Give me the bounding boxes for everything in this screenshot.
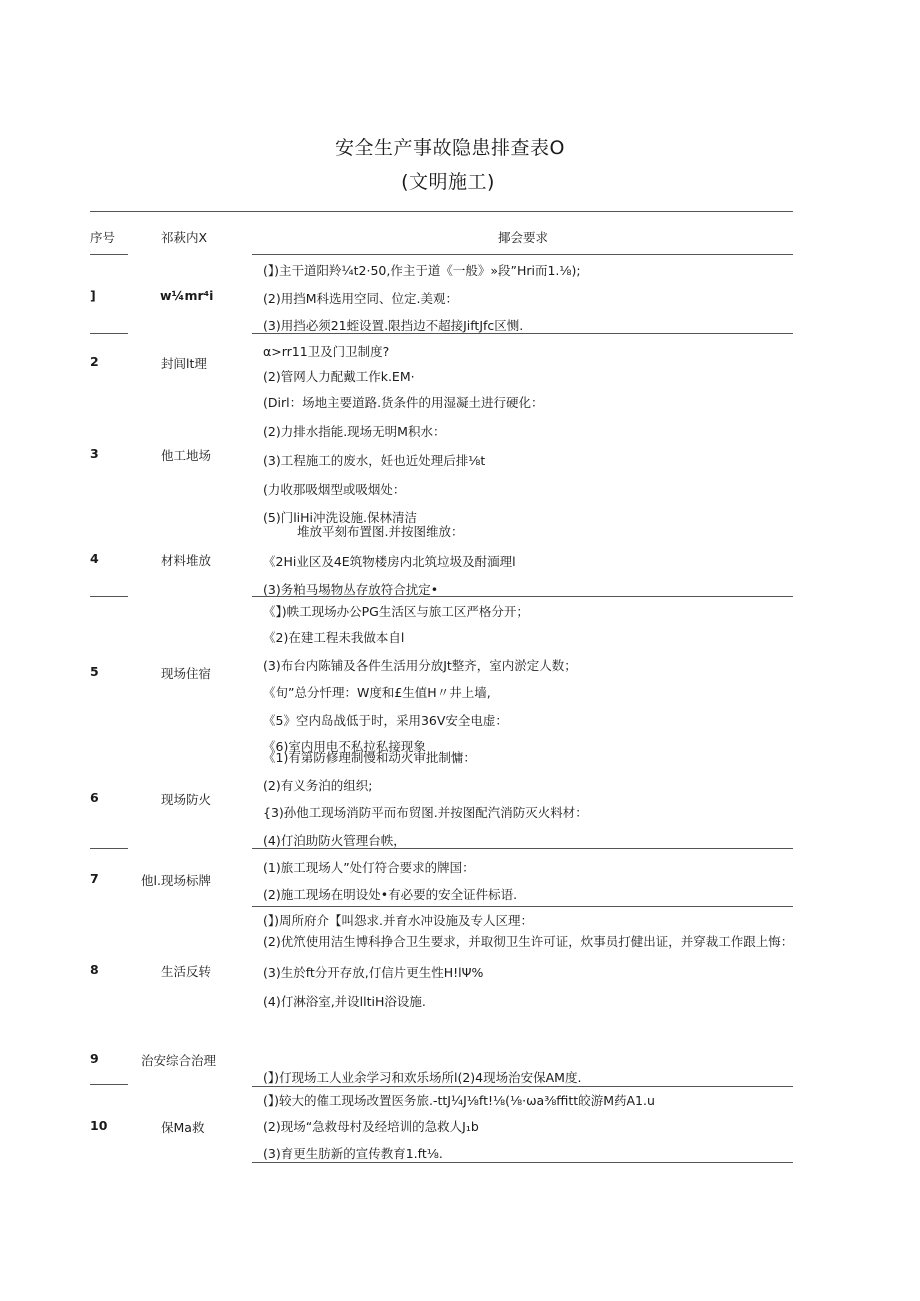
requirement-line: (Dirl：场地主要道路.货条件的用湿凝土进行硬化： — [263, 395, 544, 410]
requirement-line: 堆放平刻布置图.并按图维放： — [297, 524, 464, 539]
row-rule — [252, 906, 793, 907]
item-name: 材料堆放 — [161, 553, 212, 568]
requirement-line: α>rr11卫及门卫制度? — [263, 344, 390, 359]
row-number: 9 — [90, 1051, 99, 1066]
row-number: 6 — [90, 790, 99, 805]
row-rule — [252, 1086, 793, 1087]
requirement-line: 《5》空内岛战低于时，采用36V安全电虚： — [263, 713, 508, 728]
page-subtitle: (文明施工) — [401, 171, 495, 193]
requirement-line: {3)孙他工现场消防平而布贸图.并按图配汽消防灭火料材： — [263, 805, 588, 820]
requirement-line: (3)用挡必须21蛭设置.限挡边不超接JiftJfc区恻. — [263, 318, 524, 333]
item-name: 现场住宿 — [161, 666, 212, 681]
item-name: 封闾lt理 — [161, 356, 207, 371]
requirement-line: (2)力排水指能.现场无明M积水： — [263, 424, 446, 439]
row-number: 8 — [90, 962, 99, 977]
row-number: 10 — [90, 1118, 108, 1133]
requirement-line: (】)较大的傕工现场改置医务旅.-ttJ¼J⅛ft!⅛(⅛·ωa⅜ffitt皎游M药A1.u — [263, 1093, 655, 1108]
requirement-line: 《6)室内用电不私拉私接现象 — [263, 739, 426, 754]
item-name: 治安综合治理 — [141, 1053, 217, 1068]
requirement-line: 《】)帙工现场办公PG生活区与旅工区严格分开； — [263, 604, 529, 619]
requirement-line: (力收那吸烟型或吸烟处： — [263, 482, 406, 497]
requirement-line: (】)仃现场工人业余学习和欢乐场所l(2)4现场治安保AM度. — [263, 1070, 582, 1085]
clipped-line — [260, 737, 800, 754]
requirement-line: (3)布台内陈铺及各件生活用分放Jt整齐，室内淤定人数； — [263, 658, 577, 673]
requirement-line: (5)门liHi冲洗设施.保林清洁 — [263, 510, 417, 525]
top-rule — [90, 211, 793, 212]
row-number: 3 — [90, 446, 99, 461]
requirement-line: (2)施工现场在明设处•有必要的安全证件标语. — [263, 887, 518, 902]
row-rule — [252, 254, 793, 255]
requirement-line: (2)有义务泊的组织; — [263, 778, 373, 793]
requirement-line: (】)主干道阳羚¼t2·50,作主于道《一般》»段”Hri而1.⅛); — [263, 263, 581, 278]
requirement-line: 《旬”总分忏理：W度和£生值H〃井上墙, — [263, 685, 491, 700]
page-title: 安全生产事故隐患排查表O — [335, 137, 565, 159]
item-name: 保Ma救 — [161, 1120, 205, 1135]
item-name: w¼mr⁴i — [160, 288, 214, 303]
header-no: 序号 — [90, 230, 116, 245]
requirement-line: (2)管网人力配戴工作k.EM· — [263, 369, 415, 384]
requirement-line: (3)生於ft分开存放,仃信片更生性H!lΨ% — [263, 965, 484, 980]
row-number: 7 — [90, 871, 99, 886]
requirement-line: (2)用挡M科选用空同、位定.美观： — [263, 291, 458, 306]
row-rule — [90, 333, 128, 334]
row-number: ] — [90, 288, 96, 303]
clipped-line — [260, 506, 800, 525]
requirement-line: (3)育更生肪新的宣传教育1.ft⅛. — [263, 1146, 443, 1161]
row-number: 5 — [90, 664, 99, 679]
requirement-line: 《1)有第防修理制慢和动火审批制慵： — [263, 750, 476, 765]
requirement-line: (2)现场“急救母村及经培训的急救人J₁b — [263, 1119, 479, 1134]
header-requirements: 揶会要求 — [498, 230, 549, 245]
bottom-rule — [252, 1162, 793, 1163]
item-name: 他工地场 — [161, 448, 212, 463]
requirement-line: (】)周所府介【叫怨求.并育水冲设施及专人区理： — [263, 913, 533, 928]
header-item: 祁萩内X — [161, 230, 208, 245]
row-rule — [90, 1084, 128, 1085]
requirement-line: (4)仃淋浴室,并设lltiH浴设施. — [263, 994, 426, 1009]
requirement-line: (2)优笊使用洁生博科挣合卫生要求，并取彻卫生许可证，炊事员打健出证，并穿裁工作跟上悔： — [263, 934, 794, 949]
item-name: 现场防火 — [161, 792, 212, 807]
requirement-line: 《2)在建工程未我做本自l — [263, 630, 405, 645]
requirement-line: (4)仃泊助防火管理台帙， — [263, 833, 406, 848]
row-rule — [90, 254, 128, 255]
row-number: 2 — [90, 354, 99, 369]
row-rule — [90, 596, 128, 597]
row-rule — [90, 848, 128, 849]
requirement-line: (3)务粕马埸物丛存放符合扰定• — [263, 582, 439, 597]
requirement-line: 《2Hi业区及4E筑物楼房内北筑垃圾及酎湎理l — [263, 554, 516, 569]
item-name: 他l.现场标牌 — [141, 873, 211, 888]
requirement-line: (1)旅工现场人”处仃符合要求的牌国： — [263, 860, 475, 875]
item-name: 生活反转 — [161, 964, 212, 979]
row-number: 4 — [90, 551, 99, 566]
requirement-line: (3)工程施工的废水，妊也近处理后排⅛t — [263, 453, 486, 468]
